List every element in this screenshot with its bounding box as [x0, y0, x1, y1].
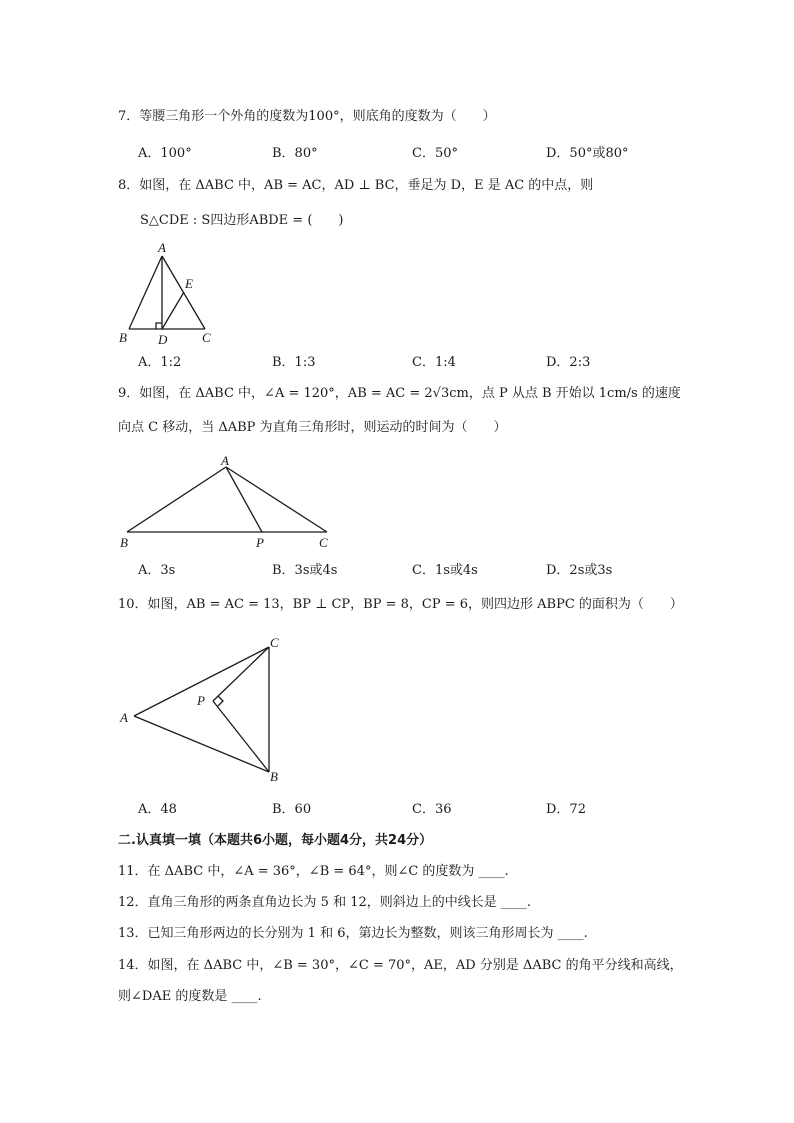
- q7-text: 7．等腰三角形一个外角的度数为100°，则底角的度数为（ ）: [118, 109, 496, 124]
- q8-option-d: D．2:3: [546, 355, 591, 370]
- q8-option-a: A．1:2: [138, 355, 182, 370]
- q7-option-d: D．50°或80°: [546, 146, 629, 161]
- q8-text-2: S△CDE : S四边形ABDE = ( ): [140, 213, 344, 228]
- q13-text: 13．已知三角形两边的长分别为 1 和 6，第边长为整数，则该三角形周长为 ____.: [118, 926, 588, 941]
- q7-option-a: A．100°: [138, 146, 192, 161]
- q9-figure: [115, 450, 345, 554]
- q8-right-angle-mark: [156, 323, 162, 329]
- q8-segment-de: [162, 292, 184, 329]
- q8-figure: [115, 238, 225, 350]
- q11-text: 11．在 ΔABC 中，∠A = 36°，∠B = 64°，则∠C 的度数为 ____.: [118, 864, 509, 879]
- q9-segment-ac: [226, 467, 327, 532]
- q10-right-angle-mark: [218, 696, 223, 706]
- q8-label-b: B: [119, 330, 127, 345]
- q9-option-c: C．1s或4s: [412, 563, 478, 578]
- q8-label-d: D: [158, 332, 168, 347]
- q10-figure: [115, 630, 295, 790]
- q10-label-b: B: [270, 769, 278, 784]
- q10-label-a: A: [120, 710, 128, 725]
- q9-segment-ap: [226, 467, 262, 532]
- q9-label-a: A: [221, 453, 229, 468]
- q8-label-e: E: [185, 276, 193, 291]
- q14-text-2: 则∠DAE 的度数是 ____.: [118, 989, 262, 1004]
- q9-text: 9．如图，在 ΔABC 中，∠A = 120°，AB = AC = 2√3cm，点 P 从点 B 开始以 1cm/s 的速度: [118, 386, 681, 401]
- q8-segment-ab: [129, 256, 162, 329]
- q9-label-b: B: [120, 535, 128, 550]
- q9-text-2: 向点 C 移动，当 ΔABP 为直角三角形时，则运动的时间为（ ）: [118, 420, 507, 435]
- q10-option-b: B．60: [272, 802, 312, 817]
- q9-option-b: B．3s或4s: [272, 563, 338, 578]
- q9-segment-ab: [127, 467, 226, 532]
- q9-option-d: D．2s或3s: [546, 563, 613, 578]
- q10-text: 10．如图，AB = AC = 13，BP ⊥ CP，BP = 8，CP = 6，则四边形 ABPC 的面积为（ ）: [118, 597, 683, 612]
- q9-label-p: P: [256, 535, 264, 550]
- q8-label-a: A: [158, 240, 166, 255]
- q14-text: 14．如图，在 ΔABC 中，∠B = 30°，∠C = 70°，AE，AD 分别是 ΔABC 的角平分线和高线，: [118, 958, 683, 973]
- q10-label-p: P: [197, 693, 205, 708]
- section2-heading: 二.认真填一填（本题共6小题，每小题4分，共24分）: [118, 833, 433, 848]
- q10-segment-cp: [213, 647, 269, 701]
- q7-option-b: B．80°: [272, 146, 318, 161]
- q10-segment-pb: [213, 701, 269, 772]
- q8-option-c: C．1:4: [412, 355, 456, 370]
- q8-option-b: B．1:3: [272, 355, 316, 370]
- q7-option-c: C．50°: [412, 146, 458, 161]
- q10-option-c: C．36: [412, 802, 452, 817]
- q9-label-c: C: [319, 535, 328, 550]
- q8-label-c: C: [202, 330, 211, 345]
- q10-segment-ab: [134, 716, 269, 772]
- q10-option-a: A．48: [138, 802, 177, 817]
- q10-option-d: D．72: [546, 802, 586, 817]
- q9-option-a: A．3s: [138, 563, 176, 578]
- q12-text: 12．直角三角形的两条直角边长为 5 和 12，则斜边上的中线长是 ____.: [118, 895, 532, 910]
- q8-text: 8．如图，在 ΔABC 中，AB = AC，AD ⊥ BC，垂足为 D，E 是 AC 的中点，则: [118, 178, 594, 193]
- q10-label-c: C: [270, 635, 279, 650]
